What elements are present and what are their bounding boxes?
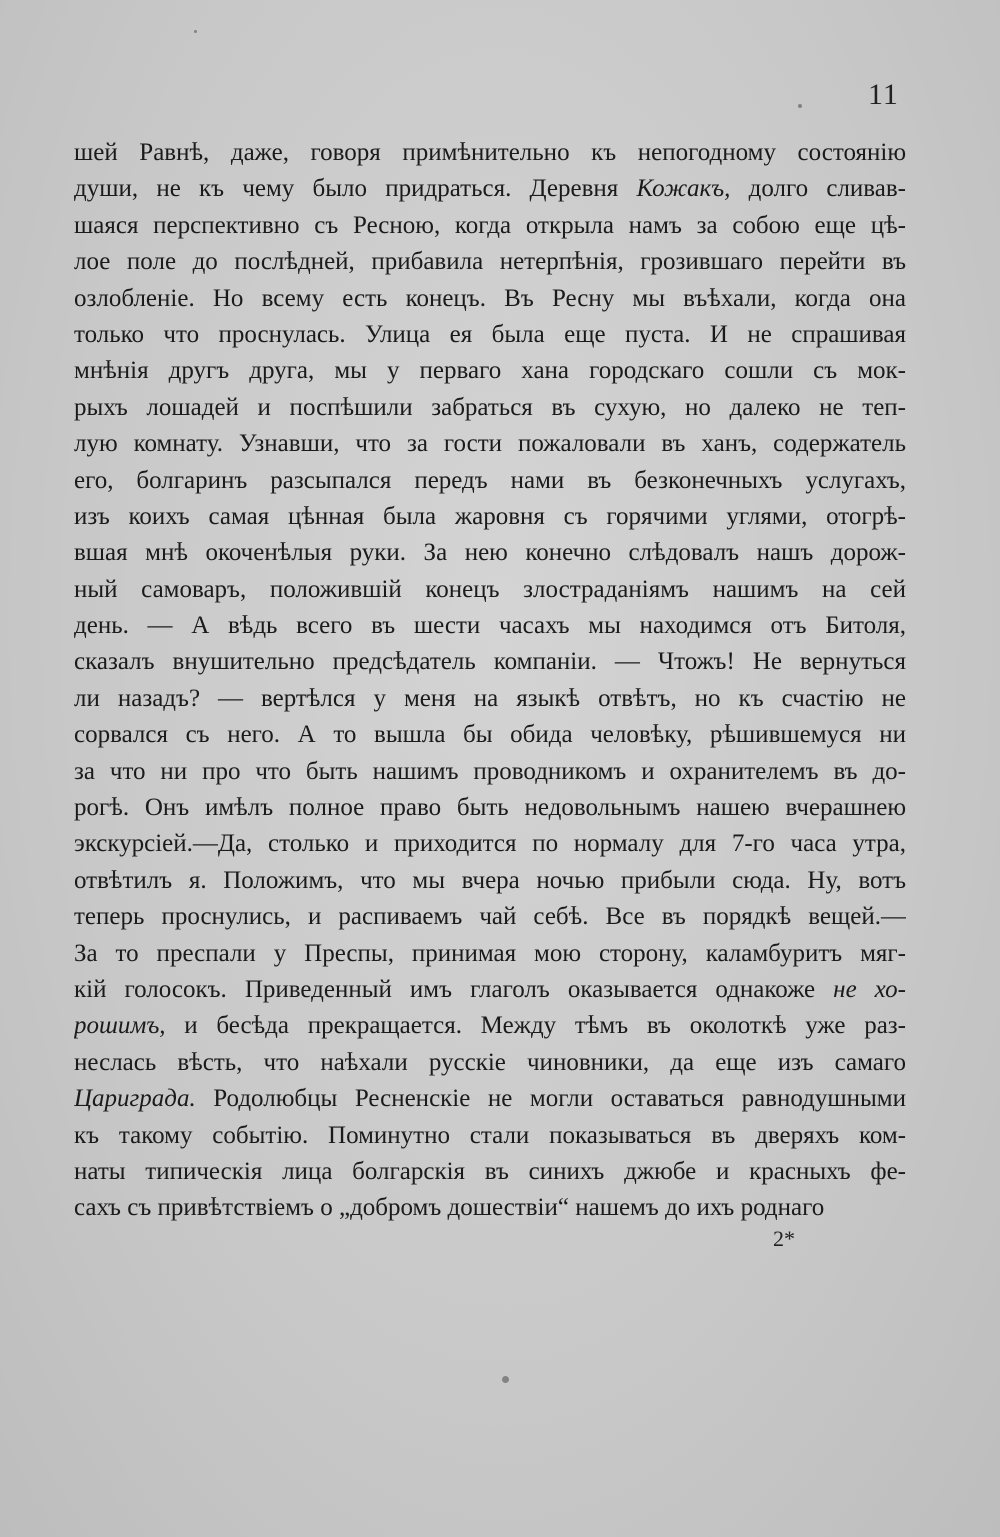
text-segment: экскурсіей.—Да, столько и приходится по нормалу для 7-го часа утра, — [74, 830, 906, 858]
text-segment: рыхъ лошадей и поспѣшили забраться въ сухую, но далеко не теп- — [74, 393, 906, 421]
text-segment: ли назадъ? — вертѣлся у меня на языкѣ отвѣтъ, но къ счастію не — [74, 684, 906, 712]
text-line — [74, 826, 906, 862]
text-line — [74, 644, 906, 680]
signature-mark: 2* — [773, 1226, 795, 1251]
text-line — [74, 171, 906, 207]
text-segment: лое поле до послѣдней, прибавила нетерпѣнія, грозившаго перейти въ — [74, 248, 906, 276]
text-segment: за что ни про что быть нашимъ проводникомъ и охранителемъ въ до- — [74, 757, 906, 785]
text-line — [74, 790, 906, 826]
text-line — [74, 1190, 906, 1226]
text-segment: отвѣтилъ я. Положимъ, что мы вчера ночью прибыли сюда. Ну, вотъ — [74, 866, 906, 894]
text-segment: лую комнату. Узнавши, что за гости пожаловали въ ханъ, содержатель — [74, 430, 906, 458]
text-segment: вшая мнѣ окоченѣлыя руки. За нею конечно слѣдовалъ нашъ дорож- — [74, 539, 906, 567]
text-line — [74, 135, 906, 171]
text-segment: шей Равнѣ, даже, говоря примѣнительно къ непогодному состоянію — [74, 139, 906, 166]
text-line — [74, 1081, 906, 1117]
text-line — [74, 390, 906, 426]
text-line — [74, 717, 906, 753]
text-line — [74, 863, 906, 899]
text-segment: долго сливав- — [730, 175, 906, 203]
italic-text: Цариграда. — [74, 1085, 196, 1113]
text-segment: ный самоваръ, положившій конецъ злостраданіямъ нашимъ на сей — [74, 575, 906, 603]
text-segment: только что проснулась. Улица ея была еще пуста. И не спрашивая — [74, 320, 906, 348]
text-line — [74, 535, 906, 571]
text-line — [74, 754, 906, 790]
italic-text: не хо- — [833, 975, 906, 1003]
text-line — [74, 936, 906, 972]
text-segment: его, болгаринъ разсыпался передъ нами въ безконечныхъ услугахъ, — [74, 466, 906, 494]
text-line — [74, 208, 906, 244]
text-line — [74, 608, 906, 644]
text-segment: рогѣ. Онъ имѣлъ полное право быть недовольнымъ нашею вчерашнею — [74, 794, 906, 822]
text-line — [74, 1154, 906, 1190]
text-segment: изъ коихъ самая цѣнная была жаровня съ горячими углями, отогрѣ- — [74, 502, 906, 530]
text-line — [74, 317, 906, 353]
text-line — [74, 1118, 906, 1154]
page-number: 11 — [868, 78, 899, 111]
text-segment: день. — А вѣдь всего въ шести часахъ мы находимся отъ Битоля, — [74, 612, 906, 640]
paper-speck — [798, 104, 802, 108]
paper-speck — [502, 1376, 509, 1383]
text-segment: мнѣнія другъ друга, мы у перваго хана городскаго сошли съ мок- — [74, 357, 906, 385]
text-line — [74, 281, 906, 317]
text-line — [74, 463, 906, 499]
text-segment: неслась вѣсть, что наѣхали русскіе чиновники, да еще изъ самаго — [74, 1048, 906, 1076]
text-segment: сахъ съ привѣтствіемъ о „добромъ дошествіи“ нашемъ до ихъ роднаго — [74, 1194, 825, 1222]
text-segment: теперь проснулись, и распиваемъ чай себѣ. Все въ порядкѣ вещей.— — [74, 903, 906, 931]
text-segment: Родолюбцы Ресненскіе не могли оставаться равнодушными — [195, 1085, 906, 1113]
italic-text: рошимъ, — [74, 1012, 166, 1040]
paper-speck — [194, 30, 197, 33]
text-line — [74, 499, 906, 535]
text-line — [74, 1008, 906, 1044]
text-segment: озлобленіе. Но всему есть конецъ. Въ Ресну мы въѣхали, когда она — [74, 284, 906, 312]
text-line — [74, 681, 906, 717]
body-text — [74, 135, 906, 1227]
text-segment: наты типическія лица болгарскія въ синихъ джюбе и красныхъ фе- — [74, 1157, 906, 1185]
text-segment: къ такому событію. Поминутно стали показываться въ дверяхъ ком- — [74, 1121, 906, 1149]
text-line — [74, 353, 906, 389]
text-segment: и бесѣда прекращается. Между тѣмъ въ околоткѣ уже раз- — [165, 1012, 906, 1040]
text-line — [74, 426, 906, 462]
italic-text: Кожакъ, — [636, 175, 731, 203]
text-line — [74, 1045, 906, 1081]
text-line — [74, 244, 906, 280]
text-segment: За то преспали у Преспы, принимая мою сторону, каламбуритъ мяг- — [74, 939, 906, 967]
text-segment: шаяся перспективно съ Ресною, когда открыла намъ за собою еще цѣ- — [74, 211, 906, 239]
text-line — [74, 899, 906, 935]
text-segment: сказалъ внушительно предсѣдатель компаніи. — Чтожъ! Не вернуться — [74, 648, 906, 676]
text-line — [74, 972, 906, 1008]
text-line — [74, 572, 906, 608]
text-segment: сорвался съ него. А то вышла бы обида человѣку, рѣшившемуся ни — [74, 721, 906, 749]
text-segment: души, не къ чему было придраться. Деревня — [74, 175, 637, 203]
text-segment: кій голосокъ. Приведенный имъ глаголъ оказывается однакоже — [74, 975, 834, 1003]
